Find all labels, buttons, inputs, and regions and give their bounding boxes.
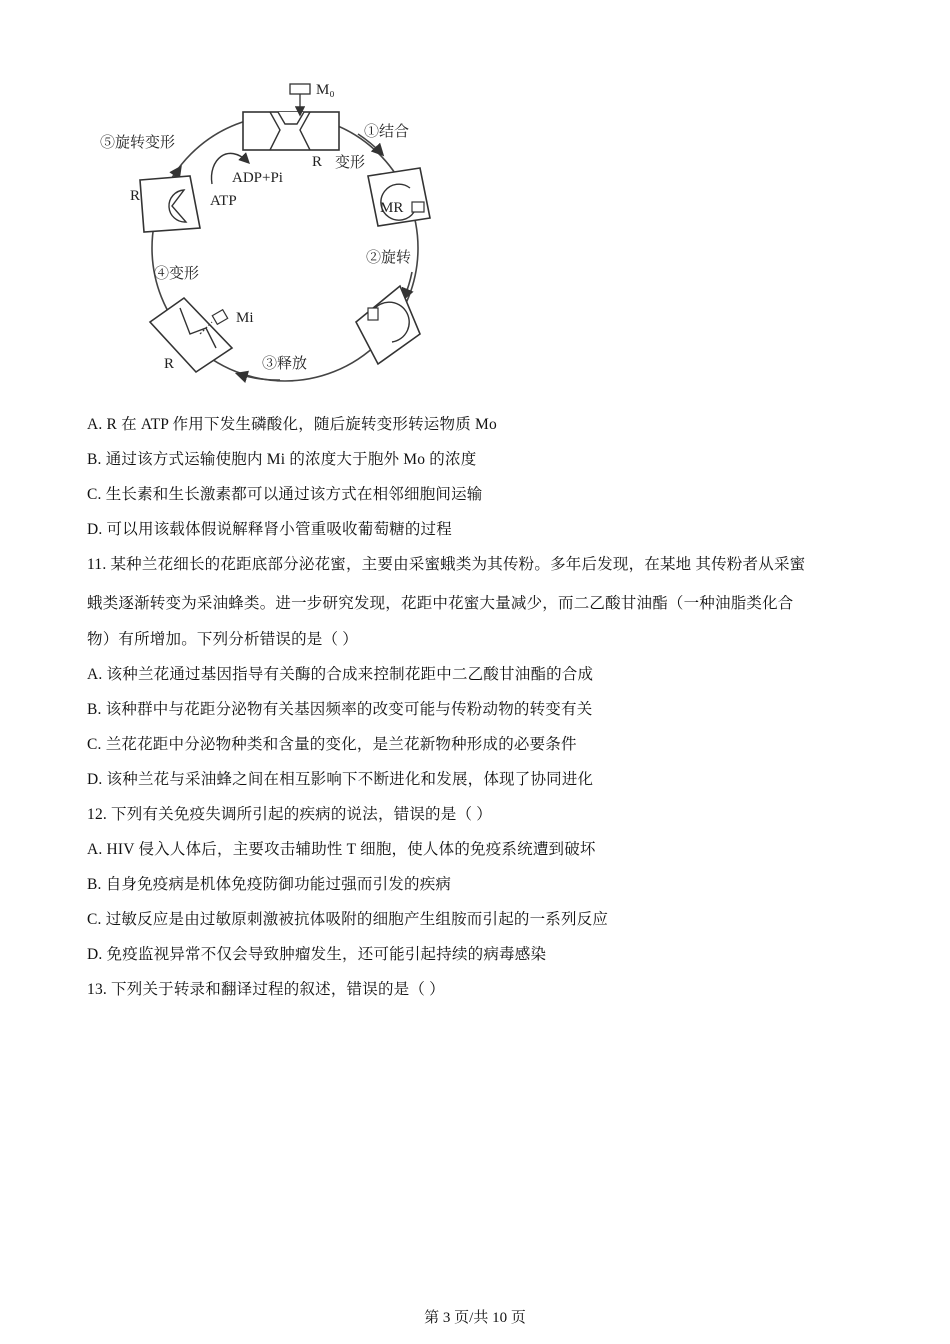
label-mo: M₀ [316, 82, 335, 98]
label-step4: ④变形 [154, 266, 200, 282]
label-adp: ADP+Pi [232, 170, 283, 186]
carrier-cycle-svg [100, 72, 450, 392]
page-footer: 第 3 页/共 10 页 [424, 1310, 526, 1326]
option-12d: D. 免疫监视异常不仅会导致肿瘤发生，还可能引起持续的病毒感染 [87, 946, 547, 963]
label-r-bottom: R [164, 356, 175, 372]
question-12: 12. 下列有关免疫失调所引起的疾病的说法，错误的是（ ） [87, 806, 492, 823]
label-r-left: R [130, 188, 141, 204]
receptor-rotated [356, 286, 420, 364]
carrier-cycle-diagram [100, 72, 450, 392]
option-10c: C. 生长素和生长激素都可以通过该方式在相邻细胞间运输 [87, 486, 483, 503]
label-atp: ATP [210, 193, 237, 209]
receptor-left [140, 176, 200, 232]
label-step5: ⑤旋转变形 [100, 135, 176, 151]
arrow-rotate [404, 272, 412, 298]
receptor-mr [368, 168, 430, 226]
option-11a: A. 该种兰花通过基因指导有关酶的合成来控制花距中二乙酸甘油酯的合成 [87, 666, 594, 683]
option-11b: B. 该种群中与花距分泌物有关基因频率的改变可能与传粉动物的转变有关 [87, 701, 593, 718]
question-11-line3: 物）有所增加。下列分析错误的是（ ） [87, 631, 358, 648]
receptor-release [150, 298, 232, 372]
option-12a: A. HIV 侵入人体后，主要攻击辅助性 T 细胞，使人体的免疫系统遭到破坏 [87, 841, 596, 858]
option-11d: D. 该种兰花与采油蜂之间在相互影响下不断进化和发展，体现了协同进化 [87, 771, 594, 788]
option-12b: B. 自身免疫病是机体免疫防御功能过强而引发的疾病 [87, 876, 452, 893]
label-step2: ②旋转 [366, 250, 412, 266]
question-13: 13. 下列关于转录和翻译过程的叙述，错误的是（ ） [87, 981, 445, 998]
label-step3: ③释放 [262, 356, 308, 372]
option-11c: C. 兰花花距中分泌物种类和含量的变化，是兰花新物种形成的必要条件 [87, 736, 577, 753]
label-mi: Mi [236, 310, 254, 326]
label-r-top: R [312, 154, 323, 170]
option-10d: D. 可以用该载体假说解释肾小管重吸收葡萄糖的过程 [87, 521, 452, 538]
option-12c: C. 过敏反应是由过敏原刺激被抗体吸附的细胞产生组胺而引起的一系列反应 [87, 911, 609, 928]
label-deform: 变形 [335, 155, 366, 171]
option-10b: B. 通过该方式运输使胞内 Mi 的浓度大于胞外 Mo 的浓度 [87, 451, 477, 468]
label-mr: MR [380, 200, 404, 216]
label-step1: ①结合 [364, 124, 410, 140]
option-10a: A. R 在 ATP 作用下发生磷酸化，随后旋转变形转运物质 Mo [87, 416, 497, 433]
question-11-line1: 11. 某种兰花细长的花距底部分泌花蜜，主要由采蜜蛾类为其传粉。多年后发现，在某地 其传粉者从采蜜 [87, 556, 806, 573]
question-11-line2: 蛾类逐渐转变为采油蜂类。进一步研究发现，花距中花蜜大量减少，而二乙酸甘油酯（一种油脂类化合 [87, 595, 794, 612]
